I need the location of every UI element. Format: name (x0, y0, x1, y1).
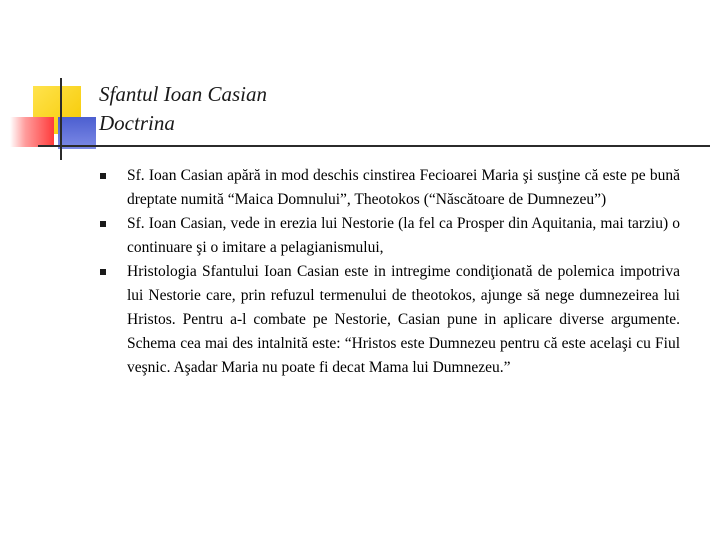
slide-title (99, 80, 267, 138)
title-underline-rule (38, 145, 710, 147)
bullet-item-1 (100, 164, 680, 212)
logo-vertical-rule (60, 78, 62, 160)
bullet-list (100, 164, 680, 380)
slide-title-line-1: Sfantul Ioan Casian (99, 82, 268, 106)
square-bullet-icon (100, 173, 106, 179)
bullet-text-1: Sf. Ioan Casian apără in mod deschis cinstirea Fecioarei Maria şi susţine că este pe bună dreptate numită “Maica Domnului”, Theotokos (“Născătoare de Dumnezeu”) (127, 167, 680, 208)
square-bullet-icon (100, 269, 106, 275)
bullet-text-2: Sf. Ioan Casian, vede in erezia lui Nestorie (la fel ca Prosper din Aquitania, mai tarziu) o continuare şi o imitare a pelagianismului, (127, 215, 680, 256)
bullet-item-3 (100, 260, 680, 380)
slide-title-line-2: Doctrina (99, 111, 175, 135)
logo-red-bar (10, 117, 54, 147)
square-bullet-icon (100, 221, 106, 227)
bullet-item-2 (100, 212, 680, 260)
bullet-text-3: Hristologia Sfantului Ioan Casian este in intregime condiţionată de polemica impotriva lui Nestorie care, prin refuzul termenului de theotokos, ajunge să nege dumnezeirea lui Hristos. Pentru a-l combate pe Nestorie, Casian pune in aplicare diverse argumente. Schema cea mai des intalnită este: “Hristos este Dumnezeu pentru că este acelaşi cu Fiul veşnic. Aşadar Maria nu poate fi decat Mama lui Dumnezeu.” (127, 263, 680, 376)
